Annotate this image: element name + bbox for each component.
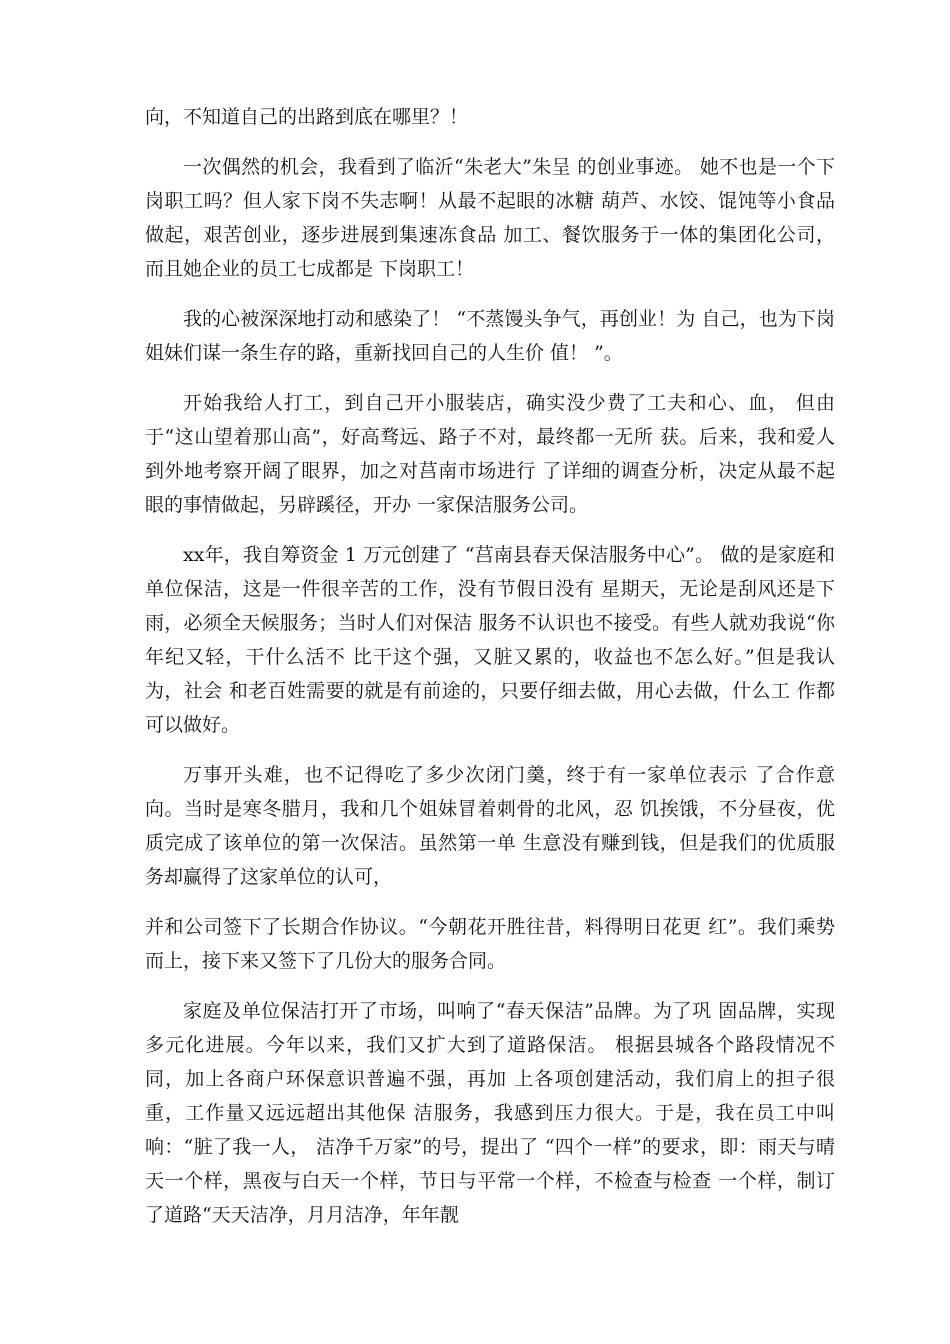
paragraph-2: 一次偶然的机会，我看到了临沂“朱老大”朱呈 的创业事迹。 她不也是一个下岗职工吗？但人家下岗不失志啊！从最不起眼的冰糖 葫芦、水饺、馄饨等小食品做起，艰苦创业，逐步进展到集速冻食品 加工、餐饮服务于一体的集团化公司，而且她企业的员工七成都是 下岗职工！	[145, 156, 835, 280]
paragraph-3: 我的心被深深地打动和感染了！ “不蒸馒头争气，再创业！为 自己，也为下岗姐妹们谋一条生存的路，重新找回自己的人生价 值！ ”。	[145, 308, 835, 364]
paragraph-5: xx年，我自筹资金 1 万元创建了 “莒南县春天保洁服务中心”。 做的是家庭和单位保洁，这是一件很辛苦的工作，没有节假日没有 星期天，无论是刮风还是下雨，必须全天候服务；当时人们对保洁 服务不认识也不接受。有些人就劝我说“你年纪又轻，干什么活不 比干这个强，又脏又累的，收益也不怎么好。”但是我认为，社会 和老百姓需要的就是有前途的，只要仔细去做，用心去做，什么工 作都可以做好。	[145, 544, 835, 736]
paragraph-8: 家庭及单位保洁打开了市场，叫响了“春天保洁”品牌。为了巩 固品牌，实现多元化进展。今年以来，我们又扩大到了道路保洁。 根据县城各个路段情况不同，加上各商户环保意识普遍不强，再加 上各项创建活动，我们肩上的担子很重，工作量又远远超出其他保 洁服务，我感到压力很大。于是，我在员工中叫响：“脏了我一人， 洁净千万家”的号，提出了 “四个一样”的要求，即：雨天与晴 天一个样，黑夜与白天一个样，节日与平常一个样，不检查与检查 一个样，制订了道路“天天洁净，月月洁净，年年靓	[145, 1000, 835, 1226]
paragraph-4: 开始我给人打工，到自己开小服装店，确实没少费了工夫和心、血， 但由于“这山望着那山高”，好高骛远、路子不对，最终都一无所 获。后来，我和爱人到外地考察开阔了眼界，加之对莒南市场进行 了详细的调查分析，决定从最不起眼的事情做起，另辟蹊径，开办 一家保洁服务公司。	[145, 392, 835, 516]
document-body	[145, 100, 835, 1248]
paragraph-7: 并和公司签下了长期合作协议。“今朝花开胜往昔，料得明日花更 红”。我们乘势而上，接下来又签下了几份大的服务合同。	[145, 916, 835, 972]
paragraph-6: 万事开头难，也不记得吃了多少次闭门羹，终于有一家单位表示 了合作意向。当时是寒冬腊月，我和几个姐妹冒着刺骨的北风，忍 饥挨饿，不分昼夜，优质完成了该单位的第一次保洁。虽然第一单 生意没有赚到钱，但是我们的优质服务却赢得了这家单位的认可，	[145, 764, 835, 888]
paragraph-1: 向，不知道自己的出路到底在哪里？！	[145, 106, 469, 128]
